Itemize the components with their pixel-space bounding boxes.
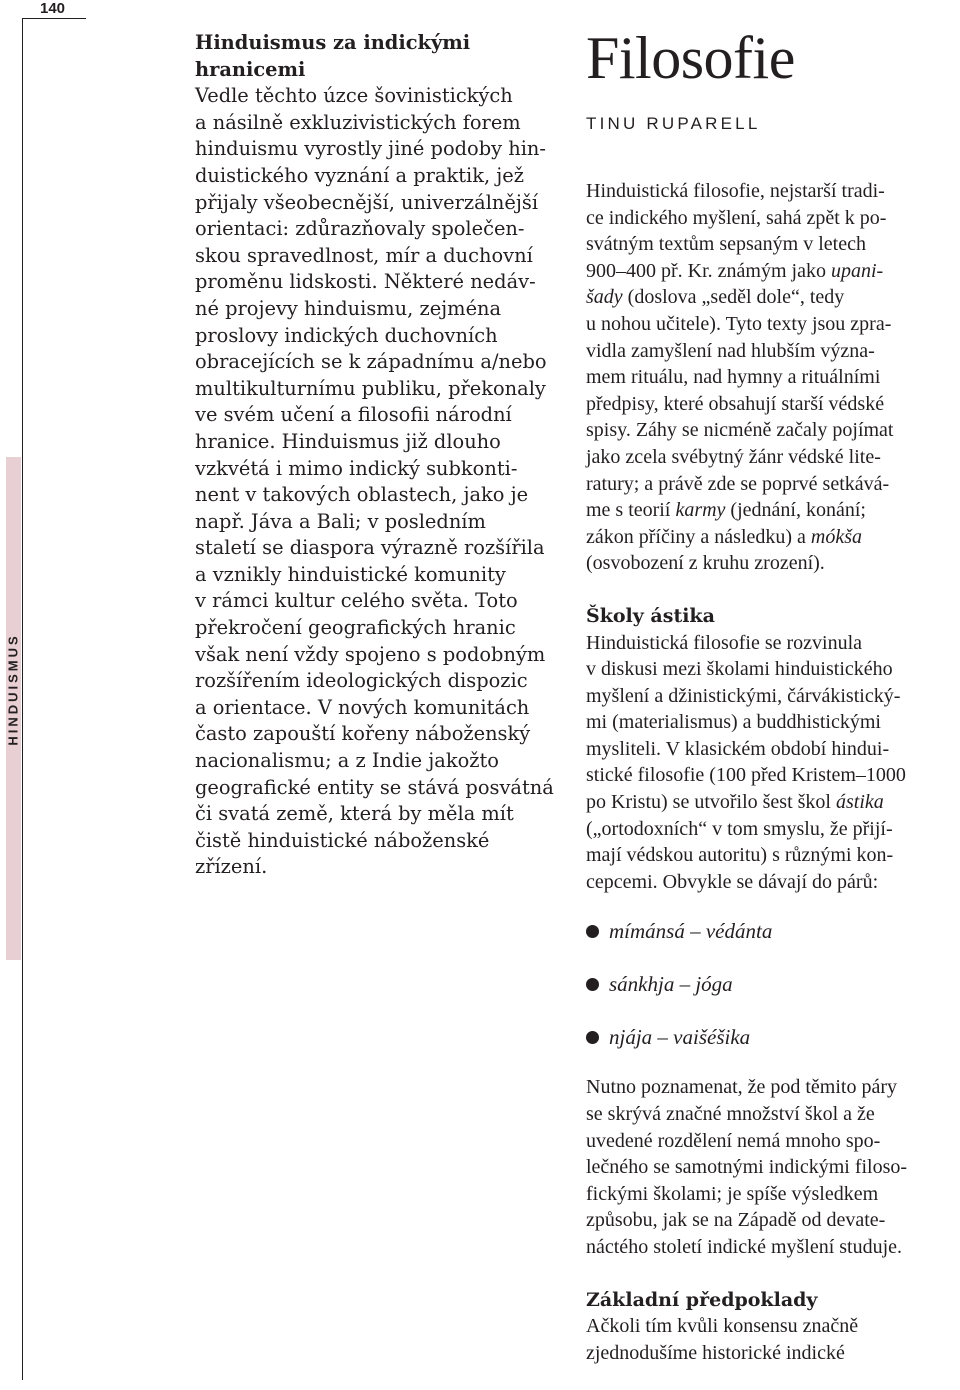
text-line: geografické entity se stává posvátná: [195, 775, 554, 799]
note-paragraph: [586, 1074, 956, 1260]
text-run: po Kristu) se utvořilo šest škol: [586, 791, 836, 814]
italic-term: upani-: [830, 259, 884, 282]
text-line: staletí se diaspora výrazně rozšířila: [195, 536, 545, 560]
left-heading: [195, 30, 575, 83]
text-line: [586, 630, 956, 657]
section-tab-label: HINDUISMUS: [6, 632, 21, 746]
text-run: mysliteli. V klasickém období hindui-: [586, 737, 890, 760]
text-run: mají védskou autoritu) s různými kon-: [586, 844, 894, 867]
text-run: ce indického myšlení, sahá zpět k po-: [586, 206, 887, 229]
text-run: mem rituálu, nad hymny a rituálními: [586, 366, 881, 389]
text-run: me s teorií: [586, 499, 676, 522]
text-line: né projevy hinduismu, zejména: [195, 296, 502, 320]
text-line: se skrývá značné množství škol a že: [586, 1103, 875, 1126]
text-line: vzkvétá i mimo indický subkonti-: [195, 456, 518, 480]
text-line: [586, 311, 956, 338]
text-run: („ortodoxních“ v tom smyslu, že přijí-: [586, 817, 893, 840]
margin-rule: [22, 18, 23, 1380]
pair-label: sánkhja – jóga: [609, 972, 733, 997]
text-line: [586, 762, 956, 789]
text-line: [586, 364, 956, 391]
italic-term: karmy: [675, 499, 726, 522]
text-line: multikulturnímu publiku, překonaly: [195, 376, 546, 400]
astika-paragraph: [586, 630, 956, 896]
astika-section: [586, 603, 956, 896]
list-item: [586, 918, 956, 971]
text-line: např. Jáva a Bali; v posledním: [195, 509, 486, 533]
text-line: [586, 789, 956, 816]
text-run: (jednání, konání;: [725, 499, 866, 522]
text-line: fickými školami; je spíše výsledkem: [586, 1182, 879, 1205]
text-run: Hinduistická filosofie, nejstarší tradi-: [586, 180, 885, 202]
text-line: [586, 656, 956, 683]
text-line: [586, 736, 956, 763]
text-run: u nohou učitele). Tyto texty jsou zpra-: [586, 312, 892, 335]
text-line: často zapouští kořeny náboženský: [195, 722, 531, 746]
pair-label: mímánsá – védánta: [609, 919, 773, 944]
text-run: Hinduistická filosofie se rozvinula: [586, 631, 863, 654]
text-line: [586, 231, 956, 258]
text-run: myšlení a džinistickými, čárvákistický-: [586, 684, 901, 707]
heading-line: Hinduismus za indickými: [195, 31, 471, 54]
text-line: [586, 842, 956, 869]
text-line: obracejících se k západnímu a/nebo: [195, 350, 547, 374]
intro-paragraph: [586, 178, 956, 577]
text-run: (osvobození z kruhu zrození).: [586, 552, 825, 575]
text-line: duistického vyznání a praktik, jež: [195, 163, 524, 187]
text-line: však není vždy spojeno s podobným: [195, 642, 546, 666]
section-tab-label-wrap: [6, 604, 21, 774]
text-line: uvedené rozdělení nemá mnoho spo-: [586, 1129, 881, 1152]
text-line: a násilně exkluzivistických forem: [195, 110, 521, 134]
bullet-icon: [586, 1031, 599, 1044]
bullet-icon: [586, 978, 599, 991]
text-line: [586, 550, 956, 577]
text-line: [586, 869, 956, 896]
italic-term: mókša: [810, 525, 863, 548]
page-number: 140: [40, 0, 66, 17]
article-author: TINU RUPARELL: [586, 114, 761, 133]
text-line: [586, 391, 956, 418]
text-line: lečného se samotnými indickými filoso-: [586, 1156, 908, 1179]
text-line: [586, 258, 956, 285]
text-line: hinduismu vyrostly jiné podoby hin-: [195, 137, 546, 161]
text-line: zjednodušíme historické indické: [586, 1341, 845, 1364]
text-line: [586, 683, 956, 710]
text-line: [586, 709, 956, 736]
italic-term: ástika: [836, 791, 884, 814]
text-run: spisy. Záhy se nicméně začaly pojímat: [586, 419, 894, 442]
text-line: [586, 471, 956, 498]
text-run: v diskusi mezi školami hinduistického: [586, 658, 893, 681]
text-line: rozšířením ideologických dispozic: [195, 669, 528, 693]
text-line: nacionalismu; a z Indie jakožto: [195, 749, 499, 773]
text-run: cepcemi. Obvykle se dávají do párů:: [586, 870, 879, 893]
text-line: a orientace. V nových komunitách: [195, 695, 530, 719]
basics-section: [586, 1287, 956, 1367]
header-rule: [22, 18, 86, 19]
text-run: předpisy, které obsahují starší védské: [586, 392, 885, 415]
text-line: proslovy indických duchovních: [195, 323, 498, 347]
text-run: stické filosofie (100 před Kristem–1000: [586, 764, 906, 787]
text-line: čistě hinduistické náboženské: [195, 828, 490, 852]
text-run: (doslova „seděl dole“, tedy: [622, 286, 845, 309]
text-line: v rámci kultur celého světa. Toto: [195, 589, 518, 613]
text-line: ve svém učení a filosofii národní: [195, 403, 512, 427]
text-line: Nutno poznamenat, že pod těmito páry: [586, 1076, 898, 1099]
text-line: [586, 444, 956, 471]
bullet-icon: [586, 925, 599, 938]
text-line: [586, 524, 956, 551]
text-line: či svatá země, která by měla mít: [195, 802, 514, 826]
text-line: skou spravedlnost, mír a duchovní: [195, 243, 533, 267]
text-line: překročení geografických hranic: [195, 616, 516, 640]
text-run: svátným textům sepsaným v letech: [586, 233, 866, 256]
basics-paragraph: [586, 1313, 956, 1366]
italic-term: šady: [586, 286, 623, 309]
astika-heading: Školy ástika: [586, 604, 715, 627]
text-line: hranice. Hinduismus již dlouho: [195, 429, 501, 453]
list-item: [586, 1024, 956, 1077]
school-pairs-list: [586, 918, 956, 1077]
text-line: [586, 338, 956, 365]
text-line: zřízení.: [195, 855, 268, 879]
text-line: nent v takových oblastech, jako je: [195, 483, 529, 507]
text-line: Vedle těchto úzce šovinistických: [195, 84, 513, 108]
heading-line: hranicemi: [195, 57, 306, 81]
text-line: [586, 497, 956, 524]
text-line: orientaci: zdůrazňovaly společen-: [195, 217, 525, 241]
text-run: mi (materialismus) a buddhistickými: [586, 711, 881, 734]
basics-heading: Základní předpoklady: [586, 1288, 818, 1311]
left-body: [195, 83, 575, 881]
text-line: [586, 178, 956, 205]
text-run: jako zcela svébytný žánr védské lite-: [586, 445, 881, 468]
text-line: [586, 816, 956, 843]
pair-label: njája – vaišéšika: [609, 1025, 751, 1050]
list-item: [586, 971, 956, 1024]
left-column: [195, 30, 575, 881]
text-line: [586, 417, 956, 444]
text-line: a vznikly hinduistické komunity: [195, 562, 506, 586]
text-run: 900–400 př. Kr. známým jako: [586, 259, 831, 282]
text-run: ratury; a právě zde se poprvé setkává-: [586, 472, 890, 495]
text-line: Ačkoli tím kvůli konsensu značně: [586, 1315, 859, 1338]
text-run: zákon příčiny a následku) a: [586, 525, 811, 548]
article-title: Filosofie: [586, 25, 795, 91]
text-run: vidla zamyšlení nad hlubším význa-: [586, 339, 875, 362]
text-line: náctého století indické myšlení studuje.: [586, 1236, 903, 1258]
text-line: přijaly všeobecnější, univerzálnější: [195, 190, 539, 214]
text-line: proměnu lidskosti. Některé nedáv-: [195, 270, 536, 294]
text-line: způsobu, jak se na Západě od devate-: [586, 1209, 886, 1232]
right-column: [586, 25, 956, 1366]
text-line: [586, 284, 956, 311]
text-line: [586, 205, 956, 232]
